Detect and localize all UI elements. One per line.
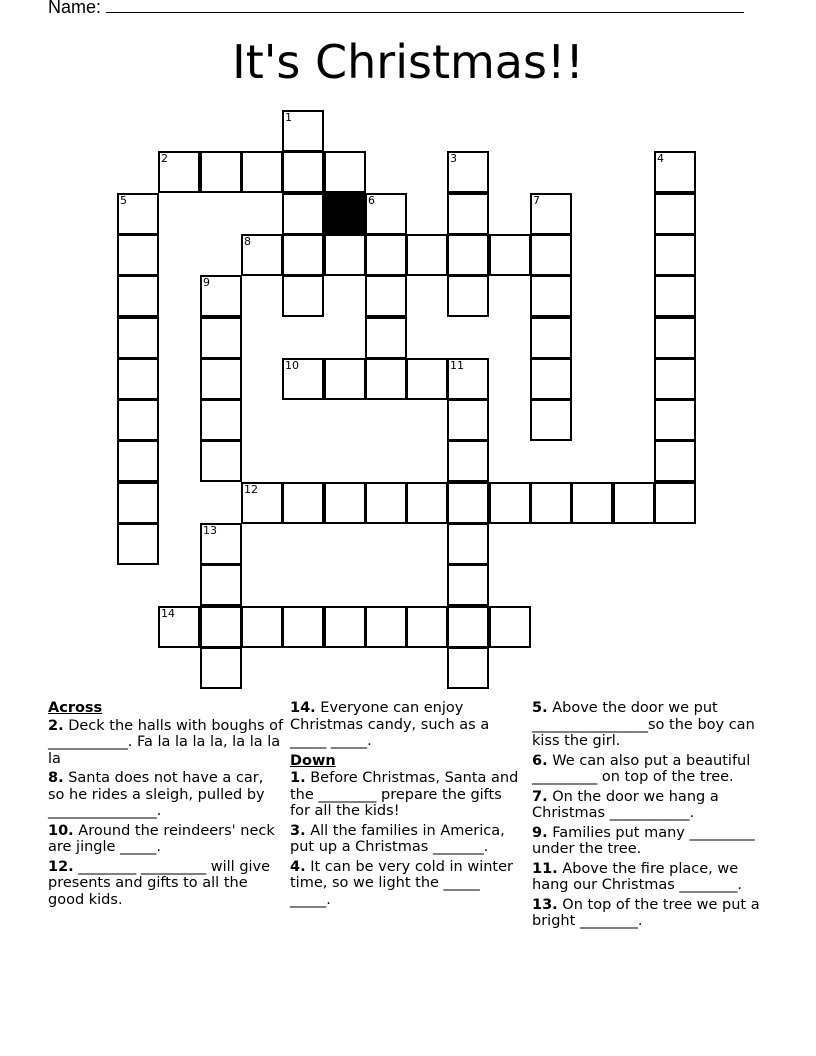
- crossword-cell[interactable]: [200, 358, 242, 400]
- crossword-cell[interactable]: [489, 234, 531, 276]
- crossword-cell[interactable]: [117, 193, 159, 235]
- clue-text: Above the door we put ________________so the boy can kiss the girl.: [532, 700, 755, 749]
- crossword-cell[interactable]: [282, 110, 324, 152]
- clue-across-12: [48, 859, 284, 909]
- crossword-cell[interactable]: [447, 275, 489, 317]
- crossword-cell[interactable]: [365, 482, 407, 524]
- clue-number: 9.: [532, 824, 548, 841]
- crossword-cell[interactable]: [654, 399, 696, 441]
- crossword-cell[interactable]: [365, 358, 407, 400]
- crossword-cell[interactable]: [282, 193, 324, 235]
- cell-number: 2: [161, 152, 168, 165]
- across-heading: Across: [48, 700, 103, 716]
- crossword-cell[interactable]: [282, 482, 324, 524]
- crossword-cell[interactable]: [365, 606, 407, 648]
- clue-number: 2.: [48, 717, 64, 734]
- crossword-cell[interactable]: [282, 358, 324, 400]
- crossword-cell[interactable]: [447, 564, 489, 606]
- clue-down-1: [290, 770, 524, 820]
- crossword-cell[interactable]: [117, 523, 159, 565]
- cell-number: 13: [203, 524, 217, 537]
- cell-number: 8: [244, 235, 251, 248]
- crossword-cell[interactable]: [117, 275, 159, 317]
- crossword-cell[interactable]: [447, 606, 489, 648]
- crossword-cell[interactable]: [406, 358, 448, 400]
- crossword-cell[interactable]: [200, 564, 242, 606]
- clue-text: On the door we hang a Christmas ___________.: [532, 788, 719, 821]
- crossword-cell[interactable]: [447, 523, 489, 565]
- clue-text: Above the fire place, we hang our Christmas ________.: [532, 860, 743, 893]
- crossword-cell[interactable]: [282, 606, 324, 648]
- crossword-cell[interactable]: [447, 234, 489, 276]
- crossword-cell[interactable]: [489, 482, 531, 524]
- crossword-cell[interactable]: [571, 482, 613, 524]
- crossword-cell[interactable]: [654, 482, 696, 524]
- crossword-cell[interactable]: [241, 606, 283, 648]
- crossword-cell[interactable]: [530, 399, 572, 441]
- clue-text: On top of the tree we put a bright ________.: [532, 896, 760, 929]
- black-square: [324, 193, 366, 235]
- crossword-cell[interactable]: [489, 606, 531, 648]
- clue-down-11: [532, 861, 772, 894]
- clue-number: 8.: [48, 770, 64, 786]
- crossword-cell[interactable]: [241, 482, 283, 524]
- clue-text: We can also put a beautiful _________ on top of the tree.: [532, 752, 751, 785]
- clue-down-3: [290, 823, 524, 856]
- crossword-cell[interactable]: [406, 606, 448, 648]
- clue-text: Deck the halls with boughs of ___________. Fa la la la la, la la la la: [48, 717, 284, 767]
- clue-number: 3.: [290, 822, 306, 839]
- crossword-cell[interactable]: [241, 151, 283, 193]
- clue-number: 4.: [290, 858, 306, 875]
- cell-number: 11: [450, 359, 464, 372]
- crossword-cell[interactable]: [324, 482, 366, 524]
- cell-number: 5: [120, 194, 127, 207]
- crossword-cell[interactable]: [200, 275, 242, 317]
- clue-down-9: [532, 825, 772, 858]
- clue-down-7: [532, 789, 772, 822]
- crossword-cell[interactable]: [117, 317, 159, 359]
- crossword-cell[interactable]: [406, 234, 448, 276]
- crossword-cell[interactable]: [117, 482, 159, 524]
- cell-number: 10: [285, 359, 299, 372]
- clue-text: ________ _________ will give presents and gifts to all the good kids.: [48, 858, 271, 908]
- crossword-cell[interactable]: [200, 151, 242, 193]
- clue-text: Before Christmas, Santa and the ________ prepare the gifts for all the kids!: [290, 770, 519, 819]
- crossword-cell[interactable]: [530, 275, 572, 317]
- clue-number: 14.: [290, 700, 316, 716]
- crossword-cell[interactable]: [200, 317, 242, 359]
- clue-number: 12.: [48, 858, 74, 875]
- clue-number: 5.: [532, 700, 548, 716]
- crossword-cell[interactable]: [654, 234, 696, 276]
- crossword-cell[interactable]: [654, 151, 696, 193]
- crossword-cell[interactable]: [654, 275, 696, 317]
- crossword-cell[interactable]: [530, 193, 572, 235]
- crossword-cell[interactable]: [158, 151, 200, 193]
- crossword-cell[interactable]: [282, 275, 324, 317]
- crossword-cell[interactable]: [654, 193, 696, 235]
- clue-number: 1.: [290, 770, 306, 786]
- clue-across-10: [48, 823, 284, 856]
- clue-down-5: [532, 700, 772, 750]
- clue-text: Families put many _________ under the tree.: [532, 824, 755, 857]
- crossword-cell[interactable]: [447, 647, 489, 689]
- clue-number: 6.: [532, 752, 548, 769]
- crossword-cell[interactable]: [654, 317, 696, 359]
- clue-down-6: [532, 753, 772, 786]
- clue-across-14: [290, 700, 524, 750]
- cell-number: 9: [203, 276, 210, 289]
- crossword-cell[interactable]: [117, 440, 159, 482]
- crossword-cell[interactable]: [447, 440, 489, 482]
- crossword-cell[interactable]: [324, 234, 366, 276]
- crossword-cell[interactable]: [200, 399, 242, 441]
- cell-number: 6: [368, 194, 375, 207]
- down-heading: Down: [290, 752, 336, 769]
- crossword-cell[interactable]: [324, 151, 366, 193]
- clue-text: Santa does not have a car, so he rides a sleigh, pulled by _______________.: [48, 770, 265, 819]
- clue-across-8: [48, 770, 284, 820]
- clue-column-3: [532, 700, 772, 933]
- cell-number: 3: [450, 152, 457, 165]
- crossword-cell[interactable]: [447, 358, 489, 400]
- crossword-cell[interactable]: [447, 151, 489, 193]
- crossword-cell[interactable]: [117, 399, 159, 441]
- clue-number: 11.: [532, 860, 558, 877]
- crossword-cell[interactable]: [654, 440, 696, 482]
- crossword-cell[interactable]: [447, 482, 489, 524]
- cell-number: 7: [533, 194, 540, 207]
- crossword-cell[interactable]: [447, 193, 489, 235]
- crossword-cell[interactable]: [365, 234, 407, 276]
- crossword-cell[interactable]: [200, 523, 242, 565]
- crossword-cell[interactable]: [613, 482, 655, 524]
- crossword-cell[interactable]: [282, 234, 324, 276]
- crossword-cell[interactable]: [406, 482, 448, 524]
- crossword-cell[interactable]: [447, 399, 489, 441]
- clue-number: 13.: [532, 896, 558, 913]
- crossword-cell[interactable]: [365, 317, 407, 359]
- crossword-cell[interactable]: [530, 482, 572, 524]
- cell-number: 14: [161, 607, 175, 620]
- crossword-cell[interactable]: [117, 234, 159, 276]
- crossword-cell[interactable]: [117, 358, 159, 400]
- crossword-cell[interactable]: [200, 647, 242, 689]
- crossword-cell[interactable]: [530, 234, 572, 276]
- crossword-cell[interactable]: [365, 193, 407, 235]
- clue-column-2: [290, 700, 524, 911]
- puzzle-title: It's Christmas!!: [232, 35, 584, 89]
- clue-down-4: [290, 859, 524, 909]
- clue-text: Everyone can enjoy Christmas candy, such as a _____ _____.: [290, 700, 490, 749]
- crossword-cell[interactable]: [365, 275, 407, 317]
- clue-down-13: [532, 897, 772, 930]
- crossword-cell[interactable]: [200, 606, 242, 648]
- clue-across-2: [48, 718, 284, 768]
- crossword-cell[interactable]: [158, 606, 200, 648]
- cell-number: 1: [285, 111, 292, 124]
- clue-number: 10.: [48, 822, 74, 839]
- crossword-cell[interactable]: [324, 358, 366, 400]
- crossword-cell[interactable]: [530, 358, 572, 400]
- crossword-cell[interactable]: [241, 234, 283, 276]
- clue-number: 7.: [532, 788, 548, 805]
- crossword-cell[interactable]: [530, 317, 572, 359]
- clue-column-1: [48, 700, 284, 911]
- cell-number: 12: [244, 483, 258, 496]
- crossword-cell[interactable]: [282, 151, 324, 193]
- clue-text: Around the reindeers' neck are jingle _____.: [48, 822, 275, 855]
- crossword-cell[interactable]: [654, 358, 696, 400]
- clue-text: It can be very cold in winter time, so we light the _____ _____.: [290, 858, 513, 908]
- crossword-cell[interactable]: [200, 440, 242, 482]
- clue-text: All the families in America, put up a Christmas _______.: [290, 822, 505, 855]
- crossword-cell[interactable]: [324, 606, 366, 648]
- name-label: Name:: [48, 0, 102, 17]
- cell-number: 4: [657, 152, 664, 165]
